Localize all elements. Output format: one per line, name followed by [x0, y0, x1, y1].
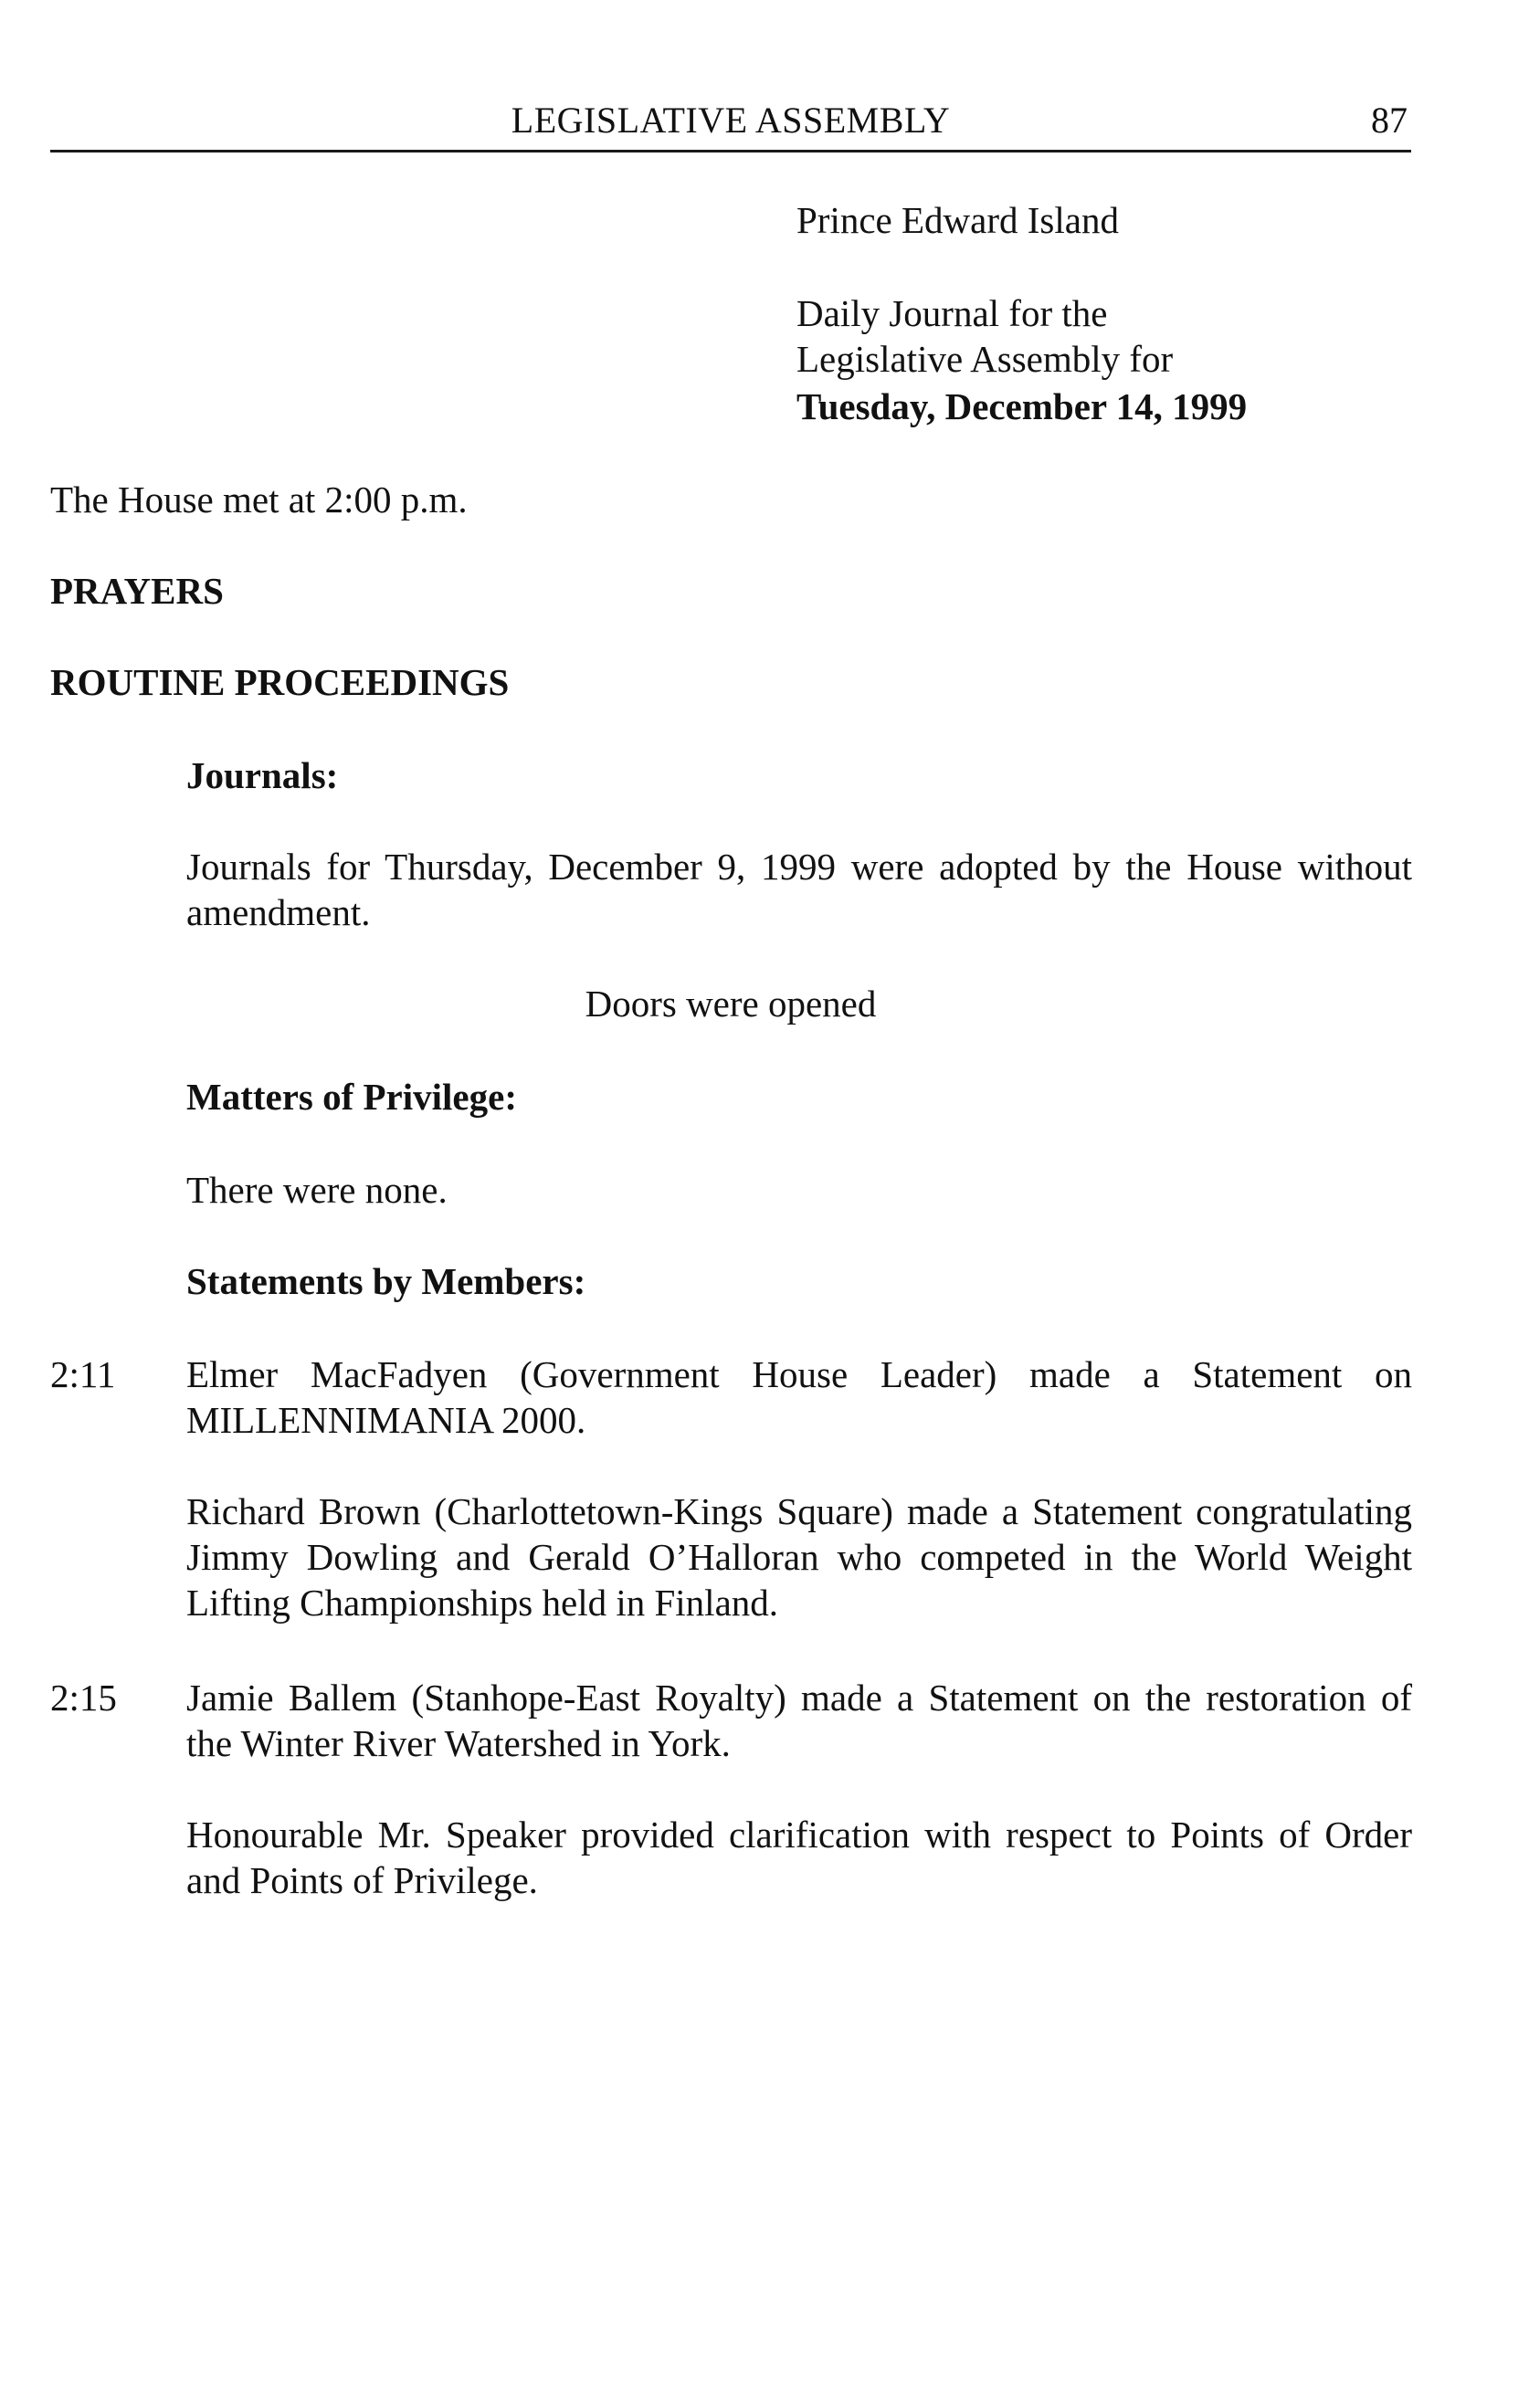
masthead-journal-line1: Daily Journal for the	[796, 292, 1108, 334]
masthead-province: Prince Edward Island	[796, 199, 1119, 241]
privilege-heading: Matters of Privilege:	[186, 1076, 517, 1118]
entry-time: 2:11	[50, 1353, 116, 1395]
journals-heading: Journals:	[186, 754, 339, 796]
journals-paragraph: Journals for Thursday, December 9, 1999 were adopted by the House without amendment.	[186, 846, 1412, 933]
opening-statement: The House met at 2:00 p.m.	[50, 478, 468, 521]
page-number: 87	[1371, 100, 1408, 141]
statement-entry: Honourable Mr. Speaker provided clarification with respect to Points of Order and Points of Privilege.	[186, 1814, 1412, 1901]
privilege-text: There were none.	[186, 1169, 448, 1211]
masthead-journal-line2: Legislative Assembly for	[796, 338, 1174, 380]
masthead-date: Tuesday, December 14, 1999	[796, 385, 1248, 427]
doors-opened-note: Doors were opened	[585, 983, 877, 1025]
header-title: LEGISLATIVE ASSEMBLY	[511, 100, 951, 141]
section-heading-routine-proceedings: ROUTINE PROCEEDINGS	[50, 661, 510, 703]
statement-entry: Elmer MacFadyen (Government House Leader) made a Statement on MILLENNIMANIA 2000.	[186, 1353, 1412, 1441]
statements-heading: Statements by Members:	[186, 1260, 586, 1302]
section-heading-prayers: PRAYERS	[50, 570, 224, 612]
statement-entry: Jamie Ballem (Stanhope-East Royalty) made a Statement on the restoration of the Winter River Watershed in York.	[186, 1677, 1412, 1764]
page-header	[50, 95, 1411, 152]
statement-entry: Richard Brown (Charlottetown-Kings Square) made a Statement congratulating Jimmy Dowling and Gerald O’Halloran who competed in the World Weight Lifting Championships held in Finland.	[186, 1490, 1412, 1624]
entry-time: 2:15	[50, 1677, 117, 1719]
